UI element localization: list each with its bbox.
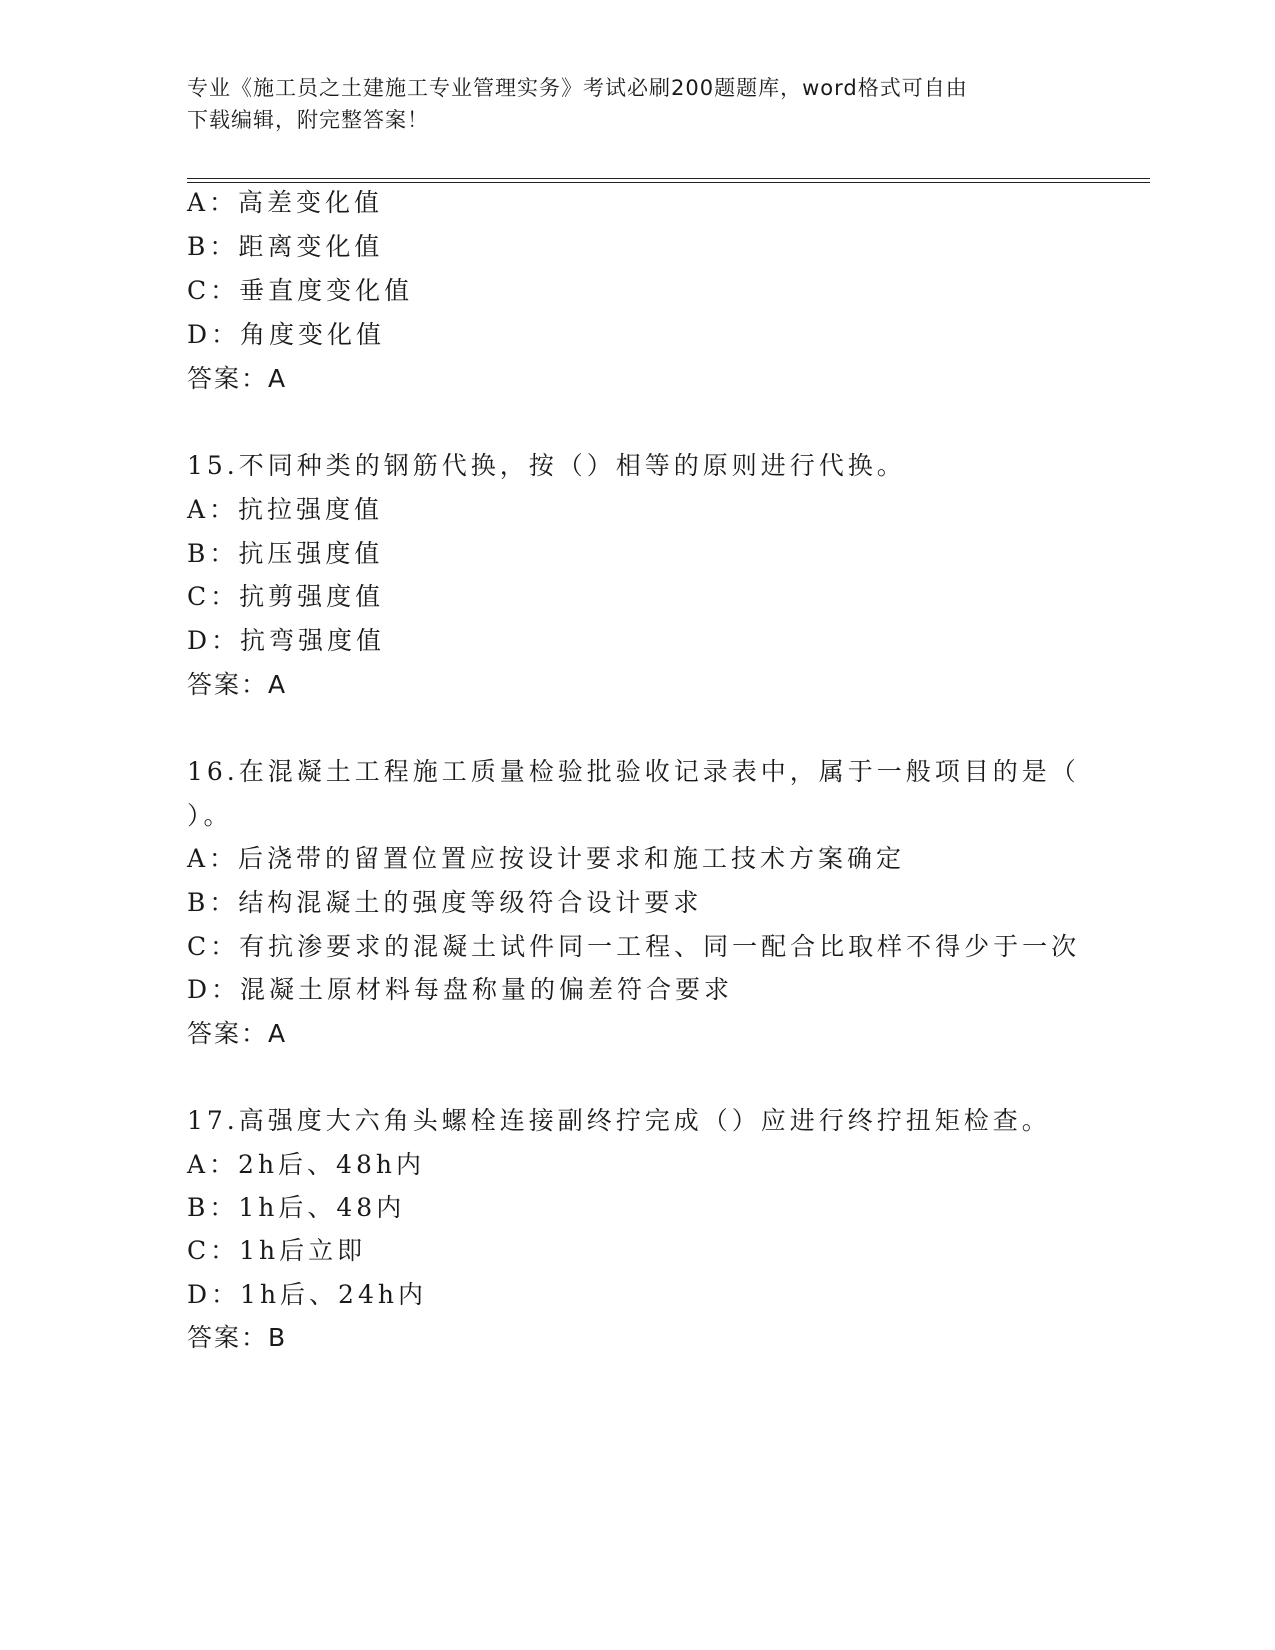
q16-answer: 答案：A — [187, 1019, 288, 1048]
q14-option-b: B：距离变化值 — [187, 232, 384, 261]
q16-option-a: A：后浇带的留置位置应按设计要求和施工技术方案确定 — [187, 844, 906, 873]
q14-option-d: D：角度变化值 — [187, 320, 386, 349]
q17-option-a: A：2h后、48h内 — [187, 1150, 425, 1179]
q15-option-c: C：抗剪强度值 — [187, 582, 385, 611]
q15-option-d: D：抗弯强度值 — [187, 626, 386, 655]
header-divider-top — [187, 178, 1150, 179]
q17-option-b: B：1h后、48内 — [187, 1193, 406, 1222]
header-line-1: 专业《施工员之土建施工专业管理实务》考试必刷200题题库，word格式可自由 — [187, 76, 968, 100]
q14-option-c: C：垂直度变化值 — [187, 276, 414, 305]
q17-answer: 答案：B — [187, 1323, 288, 1352]
q16-stem-line-2: ）。 — [187, 801, 233, 830]
q16-stem-line-1: 16.在混凝土工程施工质量检验批验收记录表中，属于一般项目的是（ — [187, 757, 1080, 786]
q17-option-c: C：1h后立即 — [187, 1236, 367, 1265]
q15-answer: 答案：A — [187, 670, 288, 699]
q16-option-c: C：有抗渗要求的混凝土试件同一工程、同一配合比取样不得少于一次 — [187, 932, 1081, 961]
q15-option-b: B：抗压强度值 — [187, 539, 384, 568]
q15-stem: 15.不同种类的钢筋代换，按（）相等的原则进行代换。 — [187, 451, 906, 480]
document-header — [187, 72, 1087, 136]
q17-stem: 17.高强度大六角头螺栓连接副终拧完成（）应进行终拧扭矩检查。 — [187, 1106, 1051, 1135]
q16-option-b: B：结构混凝土的强度等级符合设计要求 — [187, 888, 703, 917]
q17-option-d: D：1h后、24h内 — [187, 1280, 427, 1309]
header-divider-bottom — [187, 182, 1150, 183]
q14-option-a: A：高差变化值 — [187, 188, 384, 217]
q16-option-d: D：混凝土原材料每盘称量的偏差符合要求 — [187, 975, 734, 1004]
header-line-2: 下载编辑，附完整答案！ — [187, 108, 429, 132]
q15-option-a: A：抗拉强度值 — [187, 495, 384, 524]
q14-answer: 答案：A — [187, 364, 288, 393]
